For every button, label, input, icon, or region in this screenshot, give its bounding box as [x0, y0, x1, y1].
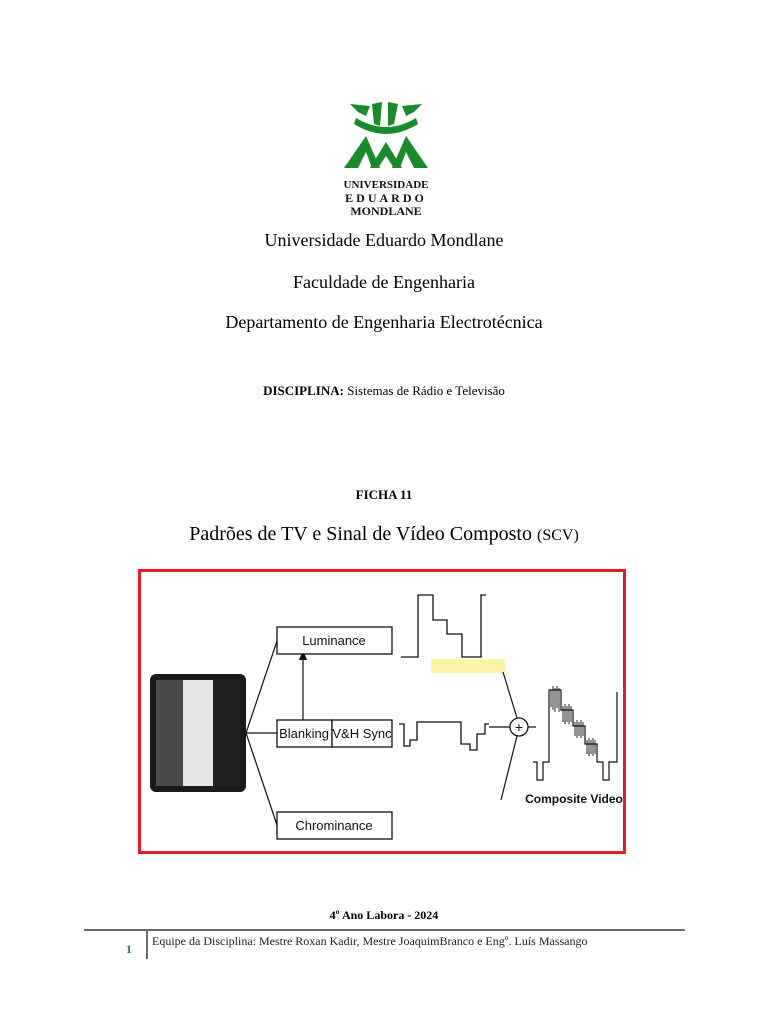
footer-team: Equipe da Disciplina: Mestre Roxan Kadir, Mestre JoaquimBranco e Engº. Luís Massango [152, 934, 588, 948]
faculty-name: Faculdade de Engenharia [293, 272, 475, 292]
luminance-waveform [401, 595, 486, 657]
sync-waveform [399, 722, 489, 750]
logo-emblem [344, 102, 428, 168]
adder-symbol: + [514, 719, 524, 735]
sheet-number: FICHA 11 [355, 487, 413, 502]
sheet-title-text: Padrões de TV e Sinal de Vídeo Composto [189, 523, 532, 545]
department-name: Departamento de Engenharia Electrotécnica [225, 312, 543, 332]
sheet-title-abbr: (SCV) [536, 527, 579, 544]
university-logo [336, 96, 436, 218]
highlight-mark [431, 659, 505, 673]
sheet-title [0, 523, 768, 546]
sync-label: V&H Sync [332, 726, 392, 741]
page-number: 1 [126, 942, 132, 956]
tv-screen-icon [150, 674, 246, 792]
composite-waveform [533, 686, 617, 780]
chrominance-label: Chrominance [295, 818, 373, 833]
composite-label: Composite Video [525, 792, 623, 806]
luminance-label: Luminance [302, 633, 366, 648]
composite-video-figure [138, 569, 626, 854]
academic-year: 4º Ano Labora - 2024 [329, 908, 439, 922]
footer-separator [146, 931, 148, 959]
discipline-label: DISCIPLINA: [263, 383, 344, 398]
footer-divider [84, 929, 685, 931]
university-name: Universidade Eduardo Mondlane [264, 230, 504, 250]
discipline-line [0, 383, 768, 399]
blanking-label: Blanking [279, 726, 329, 741]
logo-line-1: UNIVERSIDADE [343, 179, 429, 191]
logo-line-2: EDUARDO [345, 191, 427, 205]
logo-line-3: MONDLANE [350, 204, 422, 218]
discipline-name: Sistemas de Rádio e Televisão [347, 383, 505, 398]
